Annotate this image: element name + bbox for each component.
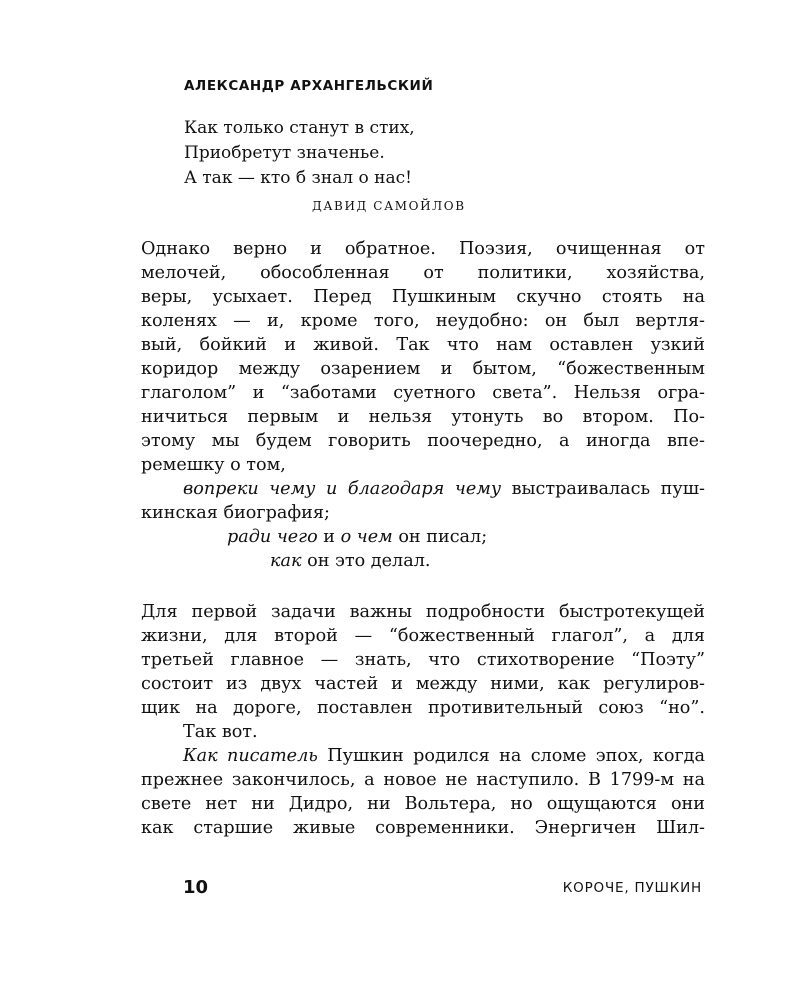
- epigraph-line: Приобретут значенье.: [184, 143, 385, 163]
- text-line: глаголом” и “заботами суетного света”. Нельзя огра-: [141, 383, 705, 403]
- text-run: выстраивалась пуш-: [501, 479, 705, 499]
- epigraph-line: Как только станут в стих,: [184, 118, 415, 138]
- text-line: ничиться первым и нельзя утонуть во втором. По-: [141, 407, 705, 427]
- list-item-1: [141, 477, 705, 501]
- epigraph-author: ДАВИД САМОЙЛОВ: [312, 199, 466, 213]
- text-run: и: [317, 527, 341, 547]
- text-line: Однако верно и обратное. Поэзия, очищенная от: [141, 239, 705, 259]
- paragraph-2: [141, 600, 705, 840]
- text-line: прежнее закончилось, а новое не наступило. В 1799-м на: [141, 770, 705, 790]
- text-line: ремешку о том,: [141, 455, 286, 475]
- italic-phrase: о чем: [340, 527, 393, 547]
- epigraph-line: А так — кто б знал о нас!: [184, 168, 412, 188]
- text-line: [141, 744, 705, 768]
- italic-phrase: Как писатель: [183, 746, 318, 766]
- text-line: веры, усыхает. Перед Пушкиным скучно стоять на: [141, 287, 705, 307]
- paragraph-1: [141, 237, 705, 573]
- text-line: щик на дороге, поставлен противительный союз “но”.: [141, 698, 705, 718]
- list-item-3: [141, 549, 705, 573]
- text-run: он писал;: [392, 527, 488, 547]
- text-run: он это делал.: [301, 551, 431, 571]
- text-line: Так вот.: [183, 722, 258, 742]
- italic-phrase: ради чего: [227, 527, 318, 547]
- italic-phrase: вопреки чему и благодаря чему: [183, 479, 502, 499]
- list-item-2: [141, 525, 705, 549]
- text-line: кинская биография;: [141, 503, 330, 523]
- running-head-author: АЛЕКСАНДР АРХАНГЕЛЬСКИЙ: [184, 78, 434, 94]
- text-line: коленях — и, кроме того, неудобно: он был вертля-: [141, 311, 705, 331]
- page-number: 10: [183, 877, 209, 898]
- text-line: вый, бойкий и живой. Так что нам оставлен узкий: [141, 335, 705, 355]
- text-line: мелочей, обособленная от политики, хозяйства,: [141, 263, 705, 283]
- text-line: состоит из двух частей и между ними, как регулиров-: [141, 674, 705, 694]
- text-line: коридор между озарением и бытом, “божественным: [141, 359, 705, 379]
- text-run: Пушкин родился на сломе эпох, когда: [317, 746, 705, 766]
- text-line: Для первой задачи важны подробности быстротекущей: [141, 602, 705, 622]
- running-foot-title: КОРОЧЕ, ПУШКИН: [562, 880, 702, 896]
- text-line: жизни, для второй — “божественный глагол”, а для: [141, 626, 705, 646]
- text-line: этому мы будем говорить поочередно, а иногда впе-: [141, 431, 705, 451]
- text-line: третьей главное — знать, что стихотворение “Поэту”: [141, 650, 705, 670]
- epigraph: [184, 116, 415, 191]
- text-line: как старшие живые современники. Энергичен Шил-: [141, 818, 705, 838]
- text-line: свете нет ни Дидро, ни Вольтера, но ощущаются они: [141, 794, 705, 814]
- italic-phrase: как: [270, 551, 302, 571]
